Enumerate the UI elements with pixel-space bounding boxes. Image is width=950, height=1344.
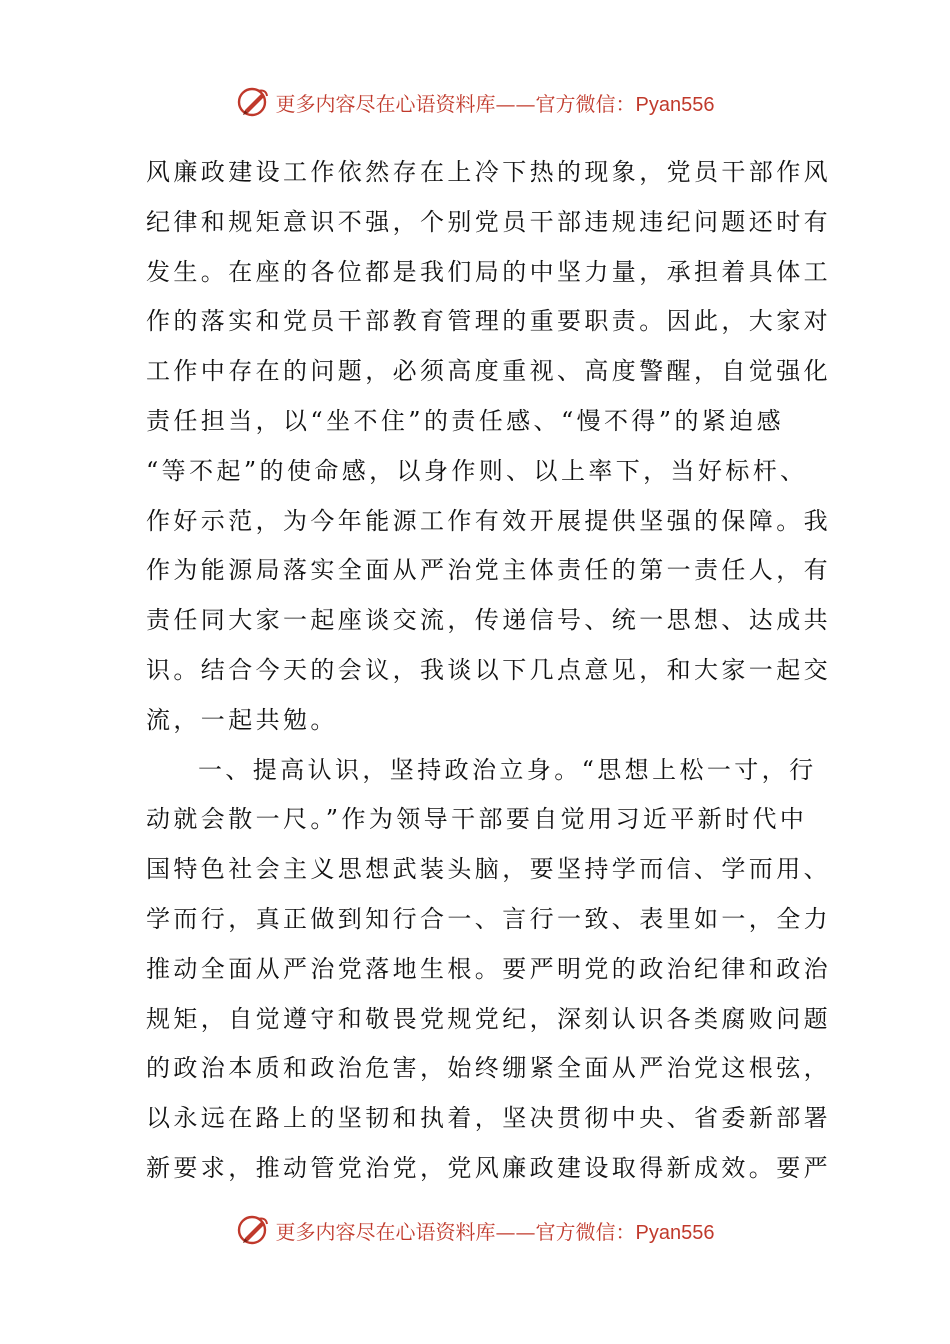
body-line: “等不起”的使命感，以身作则、以上率下，当好标杆、 (146, 456, 808, 485)
body-line: 发生。在座的各位都是我们局的中坚力量，承担着具体工 (146, 257, 831, 286)
body-line: 作好示范，为今年能源工作有效开展提供坚强的保障。我 (146, 506, 831, 535)
body-line: 推动全面从严治党落地生根。要严明党的政治纪律和政治 (146, 954, 831, 983)
body-line: 规矩，自觉遵守和敬畏党规党纪，深刻认识各类腐败问题 (146, 1004, 831, 1033)
section-heading-line: 一、提高认识，坚持政治立身。“思想上松一寸，行 (198, 755, 817, 784)
body-line: 的政治本质和政治危害，始终绷紧全面从严治党这根弦， (146, 1054, 831, 1083)
footer-banner-dash: —— (495, 1219, 536, 1244)
body-line: 流，一起共勉。 (146, 705, 338, 734)
pen-logo-icon (236, 1213, 270, 1247)
document-body (146, 148, 831, 1194)
body-line: 纪律和规矩意识不强，个别党员干部违规违纪问题还时有 (146, 207, 831, 236)
body-line: 学而行，真正做到知行合一、言行一致、表里如一，全力 (146, 904, 831, 933)
header-wechat-id: Pyan556 (635, 93, 715, 116)
body-line: 风廉政建设工作依然存在上冷下热的现象，党员干部作风 (146, 158, 831, 186)
body-line: 新要求，推动管党治党，党风廉政建设取得新成效。要严 (146, 1153, 831, 1182)
body-line: 识。结合今天的会议，我谈以下几点意见，和大家一起交 (146, 655, 831, 684)
body-line: 作为能源局落实全面从严治党主体责任的第一责任人，有 (146, 556, 831, 585)
footer-banner-text (276, 1216, 715, 1245)
footer-banner (0, 1210, 950, 1250)
header-banner-text (276, 88, 715, 117)
header-banner (0, 82, 950, 122)
header-banner-dash: —— (495, 91, 536, 116)
footer-banner-title: 更多内容尽在心语资料库 (275, 1219, 496, 1244)
body-line: 责任同大家一起座谈交流，传递信号、统一思想、达成共 (146, 606, 831, 635)
body-line: 动就会散一尺。”作为领导干部要自觉用习近平新时代中 (146, 805, 808, 834)
footer-wechat-id: Pyan556 (635, 1221, 715, 1244)
footer-wechat-label: 官方微信： (535, 1219, 636, 1244)
body-line: 工作中存在的问题，必须高度重视、高度警醒，自觉强化 (146, 357, 831, 386)
body-line: 责任担当，以“坐不住”的责任感、“慢不得”的紧迫感 (146, 406, 785, 435)
header-wechat-label: 官方微信： (535, 91, 636, 116)
pen-logo-icon (236, 85, 270, 119)
body-line: 作的落实和党员干部教育管理的重要职责。因此，大家对 (146, 307, 831, 336)
body-line: 国特色社会主义思想武装头脑，要坚持学而信、学而用、 (146, 855, 831, 884)
body-line: 以永远在路上的坚韧和执着，坚决贯彻中央、省委新部署 (146, 1104, 831, 1133)
header-banner-title: 更多内容尽在心语资料库 (275, 91, 496, 116)
